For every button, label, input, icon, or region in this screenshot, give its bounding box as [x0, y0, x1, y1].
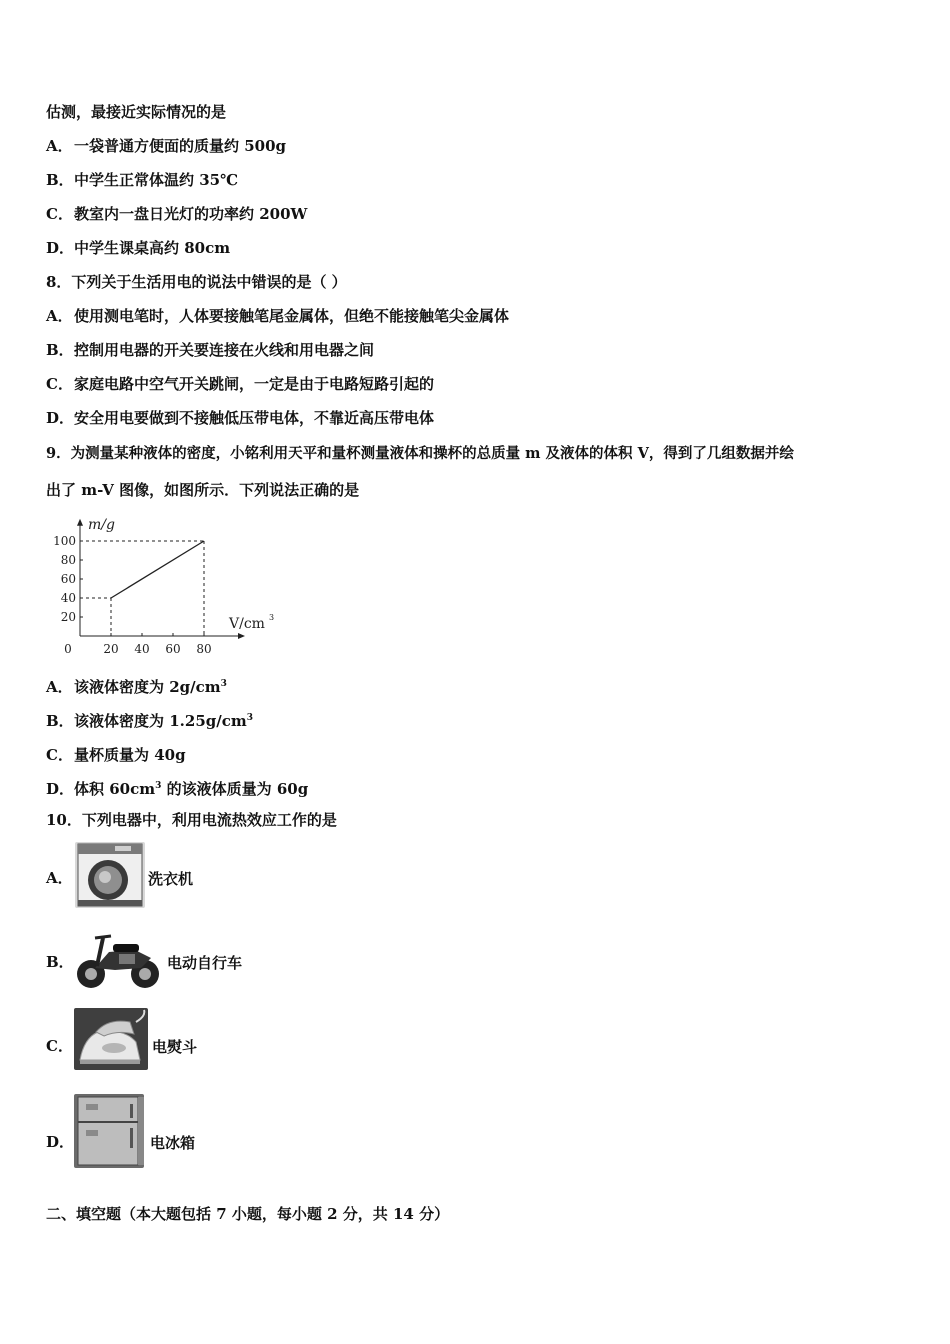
origin-label: 0 — [64, 642, 72, 656]
series-line — [111, 541, 204, 598]
x-tick-label: 40 — [134, 642, 150, 656]
q10-option-a-label: 洗衣机 — [148, 870, 194, 888]
q10-option-c-letter: C． — [46, 1037, 73, 1055]
q9-option-a: A．该液体密度为 $2g/cm^3$ — [46, 678, 227, 696]
electric-iron-icon — [74, 1008, 148, 1070]
section2-heading: 二、填空题（本大题包括 7 小题，每小题 2 分，共 14 分） — [46, 1205, 450, 1223]
q8-option-a: A．使用测电笔时，人体要接触笔尾金属体，但绝不能接触笔尖金属体 — [46, 307, 510, 325]
q10-stem: 10．下列电器中，利用电流热效应工作的是 — [46, 811, 337, 829]
x-axis-arrow — [238, 633, 245, 639]
q9-option-b: B．该液体密度为 $1.25g/cm^3$ — [46, 712, 253, 730]
y-tick-label: 80 — [60, 553, 76, 567]
y-axis-label: m/g — [88, 516, 115, 533]
q10-option-c-label: 电熨斗 — [152, 1038, 198, 1056]
q7-stem: 估测，最接近实际情况的是 — [46, 103, 227, 121]
y-axis-arrow — [77, 519, 83, 526]
q8-option-d: D．安全用电要做到不接触低压带电体，不靠近高压带电体 — [46, 409, 435, 427]
q7-option-b: B．中学生正常体温约 35℃ — [46, 171, 239, 189]
q10-option-d-label: 电冰箱 — [150, 1134, 196, 1152]
q8-option-b: B．控制用电器的开关要连接在火线和用电器之间 — [46, 341, 375, 359]
q7-option-d: D．中学生课桌高约 80cm — [46, 239, 231, 257]
x-axis-label-sup: 3 — [269, 613, 275, 622]
q10-option-d-letter: D． — [46, 1133, 75, 1151]
q9-option-d: D．体积 $60cm^3$ 的该液体质量为 60g — [46, 780, 309, 798]
q9-option-c: C．量杯质量为 40g — [46, 746, 186, 764]
x-tick-label: 60 — [165, 642, 181, 656]
x-tick-label: 80 — [196, 642, 212, 656]
q7-option-c: C．教室内一盘日光灯的功率约 200W — [46, 205, 308, 223]
washing-machine-icon — [75, 842, 145, 908]
q8-stem: 8．下列关于生活用电的说法中错误的是（ ） — [46, 273, 347, 291]
refrigerator-icon — [74, 1094, 144, 1168]
y-tick-label: 100 — [53, 534, 76, 548]
q7-option-a: A．一袋普通方便面的质量约 500g — [46, 137, 287, 155]
y-tick-label: 40 — [60, 591, 76, 605]
electric-bike-icon — [75, 928, 163, 992]
q10-option-a-letter: A． — [46, 869, 73, 887]
x-tick-label: 20 — [103, 642, 119, 656]
q10-option-b-letter: B． — [46, 953, 74, 971]
q8-option-c: C．家庭电路中空气开关跳闸，一定是由于电路短路引起的 — [46, 375, 435, 393]
q9-stem-line1: 9．为测量某种液体的密度，小铭利用天平和量杯测量液体和操杯的总质量 m 及液体的体积 V，得到了几组数据并绘 — [46, 445, 794, 462]
x-axis-label: V/cm — [229, 616, 265, 632]
y-tick-label: 20 — [60, 610, 76, 624]
q10-option-b-label: 电动自行车 — [167, 954, 243, 972]
y-tick-label: 60 — [60, 572, 76, 586]
m-v-chart — [46, 514, 286, 659]
q9-stem-line2: 出了 m-V 图像，如图所示．下列说法正确的是 — [46, 481, 360, 499]
